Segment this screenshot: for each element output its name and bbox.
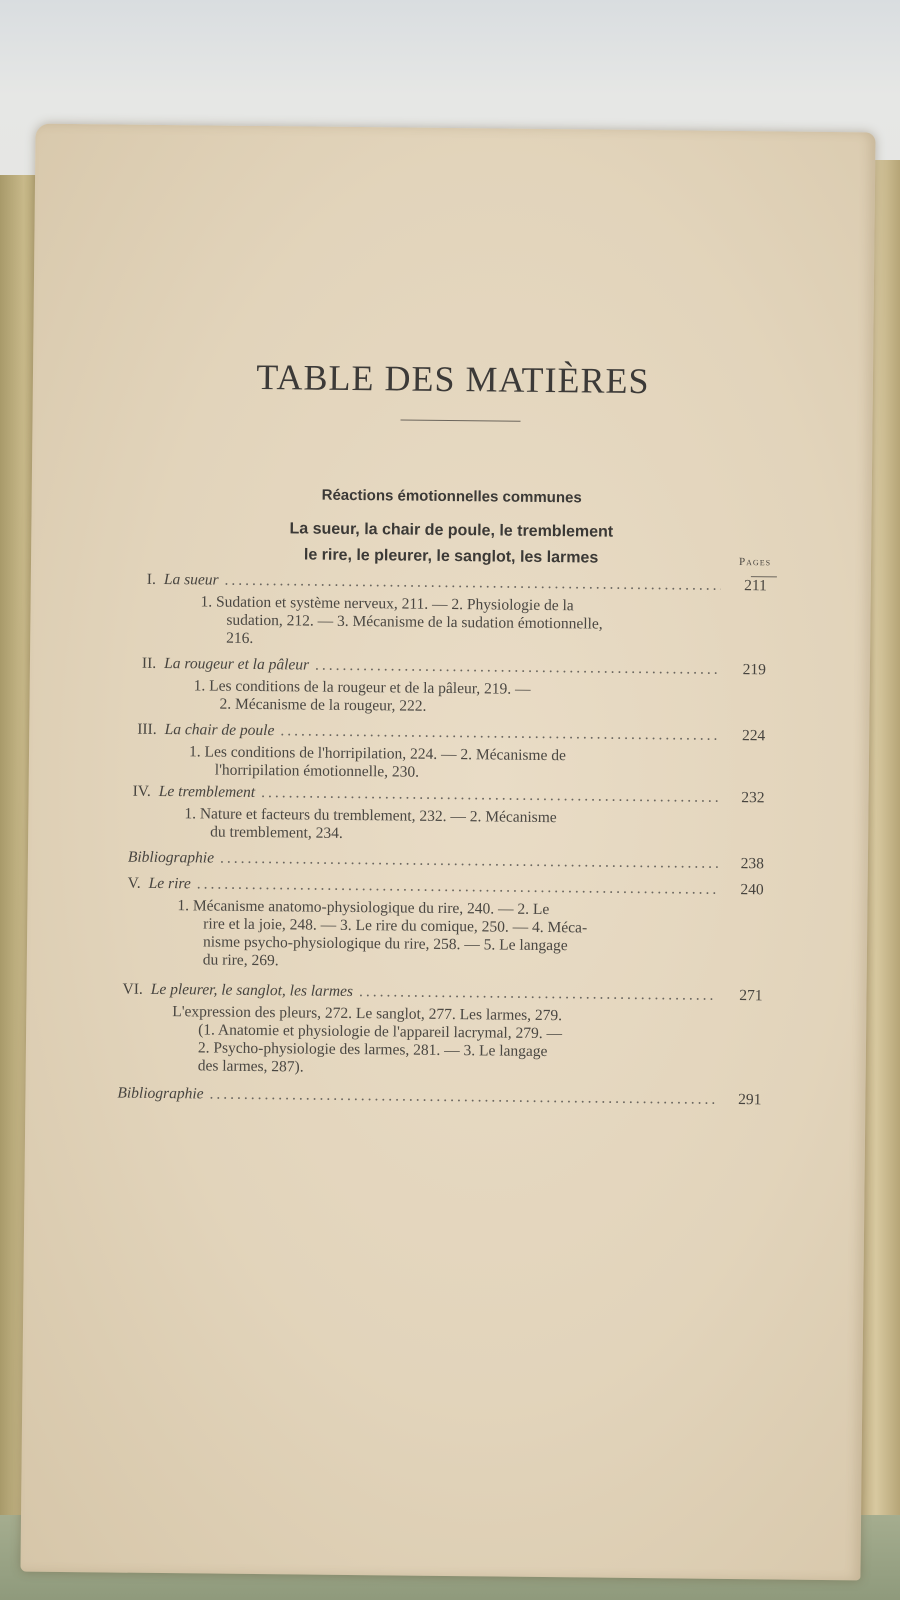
leader-dots bbox=[224, 572, 720, 595]
entry-title: La chair de poule bbox=[164, 721, 275, 740]
entry-detail bbox=[177, 897, 728, 975]
toc-entry bbox=[122, 981, 762, 1006]
entry-number: IV. bbox=[132, 782, 151, 800]
entry-detail bbox=[172, 1003, 729, 1081]
entry-title: Le pleurer, le sanglot, les larmes bbox=[150, 980, 354, 1001]
entry-page: 211 bbox=[744, 577, 767, 595]
leader-dots bbox=[280, 722, 719, 745]
entry-page: 240 bbox=[740, 881, 764, 899]
detail-line: 2. Psycho-physiologie des larmes, 281. — 3. Le langage bbox=[197, 1039, 548, 1061]
leader-dots bbox=[261, 784, 719, 807]
toc-entry bbox=[128, 875, 764, 900]
toc-entry bbox=[142, 655, 766, 680]
subheading-line-2: le rire, le pleurer, le sanglot, les larmes bbox=[303, 546, 599, 567]
entry-number: I. bbox=[146, 570, 156, 588]
leader-dots bbox=[197, 875, 718, 898]
detail-line: du tremblement, 234. bbox=[210, 823, 343, 842]
entry-page: 271 bbox=[739, 987, 763, 1005]
entry-number: V. bbox=[127, 874, 141, 892]
detail-line: sudation, 212. — 3. Mécanisme de la sudation émotionnelle, bbox=[226, 611, 603, 633]
entry-title: Bibliographie bbox=[117, 1084, 204, 1103]
detail-line: 216. bbox=[226, 629, 254, 647]
entry-title: Le tremblement bbox=[158, 782, 256, 801]
entry-detail bbox=[184, 805, 728, 847]
leader-dots bbox=[220, 850, 718, 873]
leader-dots bbox=[209, 1086, 715, 1109]
detail-line: rire et la joie, 248. — 3. Le rire du comique, 250. — 4. Méca- bbox=[203, 915, 588, 937]
toc-entry bbox=[117, 1085, 761, 1110]
detail-line: 1. Les conditions de l'horripilation, 224. — 2. Mécanisme de bbox=[188, 743, 566, 765]
entry-title: Le rire bbox=[148, 874, 191, 893]
detail-line: 2. Mécanisme de la rougeur, 222. bbox=[219, 695, 427, 715]
detail-line: nisme psycho-physiologique du rire, 258. — 5. Le langage bbox=[202, 933, 568, 955]
entry-title: La rougeur et la pâleur bbox=[164, 655, 310, 674]
title-divider bbox=[401, 419, 521, 421]
detail-line: des larmes, 287). bbox=[197, 1057, 304, 1076]
entry-title: La sueur bbox=[163, 571, 219, 589]
leader-dots bbox=[315, 657, 720, 679]
toc-entry bbox=[137, 721, 765, 746]
detail-line: 1. Mécanisme anatomo-physiologique du rire, 240. — 2. Le bbox=[177, 897, 550, 919]
detail-line: 1. Les conditions de la rougeur et de la pâleur, 219. — bbox=[193, 677, 531, 698]
entry-detail bbox=[200, 593, 731, 653]
leader-dots bbox=[359, 983, 717, 1005]
entry-page: 232 bbox=[741, 789, 765, 807]
toc-entry bbox=[128, 849, 764, 874]
detail-line: 1. Sudation et système nerveux, 211. — 2. Physiologie de la bbox=[200, 593, 574, 615]
detail-line: l'horripilation émotionnelle, 230. bbox=[214, 761, 420, 781]
entry-page: 238 bbox=[740, 855, 764, 873]
entry-page: 219 bbox=[742, 661, 767, 679]
subheading-line-1: La sueur, la chair de poule, le tremblement bbox=[289, 520, 614, 541]
entry-number: II. bbox=[141, 654, 157, 672]
toc-entry bbox=[147, 571, 767, 595]
detail-line: (1. Anatomie et physiologie de l'appareil lacrymal, 279. — bbox=[198, 1021, 563, 1043]
detail-line: 1. Nature et facteurs du tremblement, 232. — 2. Mécanisme bbox=[184, 805, 557, 827]
detail-line: du rire, 269. bbox=[202, 951, 279, 970]
entry-detail bbox=[189, 743, 729, 785]
entry-page: 224 bbox=[741, 727, 766, 745]
book-page bbox=[20, 124, 875, 1581]
toc-entry bbox=[133, 783, 765, 808]
page-title: TABLE DES MATIÈRES bbox=[256, 356, 650, 402]
entry-detail bbox=[193, 677, 729, 719]
section-heading: Réactions émotionnelles communes bbox=[321, 486, 582, 507]
detail-line: L'expression des pleurs, 272. Le sanglot, 277. Les larmes, 279. bbox=[172, 1003, 563, 1025]
entry-number: III. bbox=[137, 720, 157, 738]
entry-page: 291 bbox=[738, 1091, 762, 1109]
entry-number: VI. bbox=[122, 980, 143, 998]
pages-column-header: Pages bbox=[738, 556, 772, 569]
entry-title: Bibliographie bbox=[127, 848, 215, 867]
